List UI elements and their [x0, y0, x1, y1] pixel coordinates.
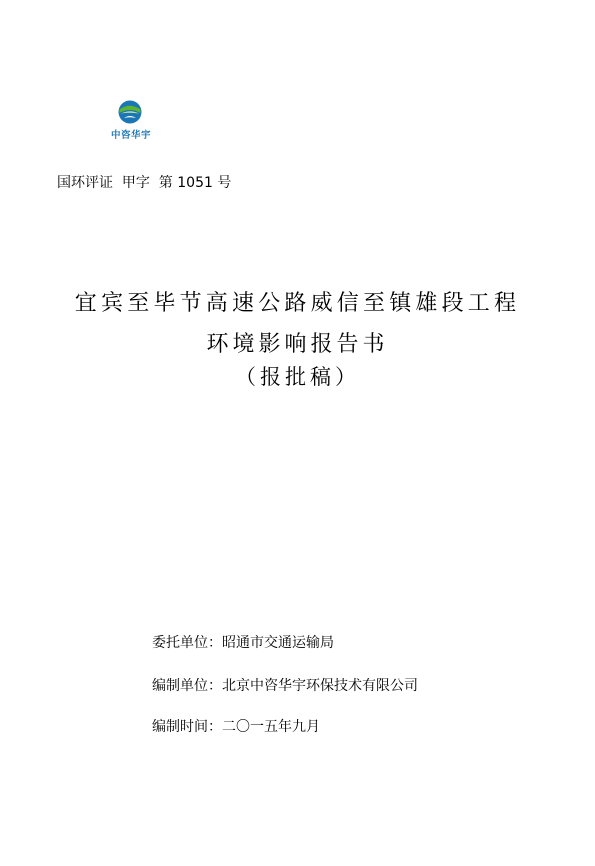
company-logo-text: 中咨华宇: [110, 130, 151, 141]
company-logo: [110, 100, 151, 141]
preparer-unit: 编制单位：北京中咨华宇环保技术有限公司: [152, 678, 418, 694]
report-title-line-2: 环境影响报告书: [206, 332, 389, 357]
report-title-line-3: （报批稿）: [235, 365, 360, 389]
company-logo-mark-icon: [118, 100, 142, 124]
certificate-number: 国环评证 甲字 第 1051 号: [57, 175, 232, 191]
report-title-line-1: 宜宾至毕节高速公路威信至镇雄段工程: [74, 291, 521, 316]
preparation-date: 编制时间：二〇一五年九月: [152, 719, 320, 735]
client-unit: 委托单位：昭通市交通运输局: [152, 635, 334, 651]
